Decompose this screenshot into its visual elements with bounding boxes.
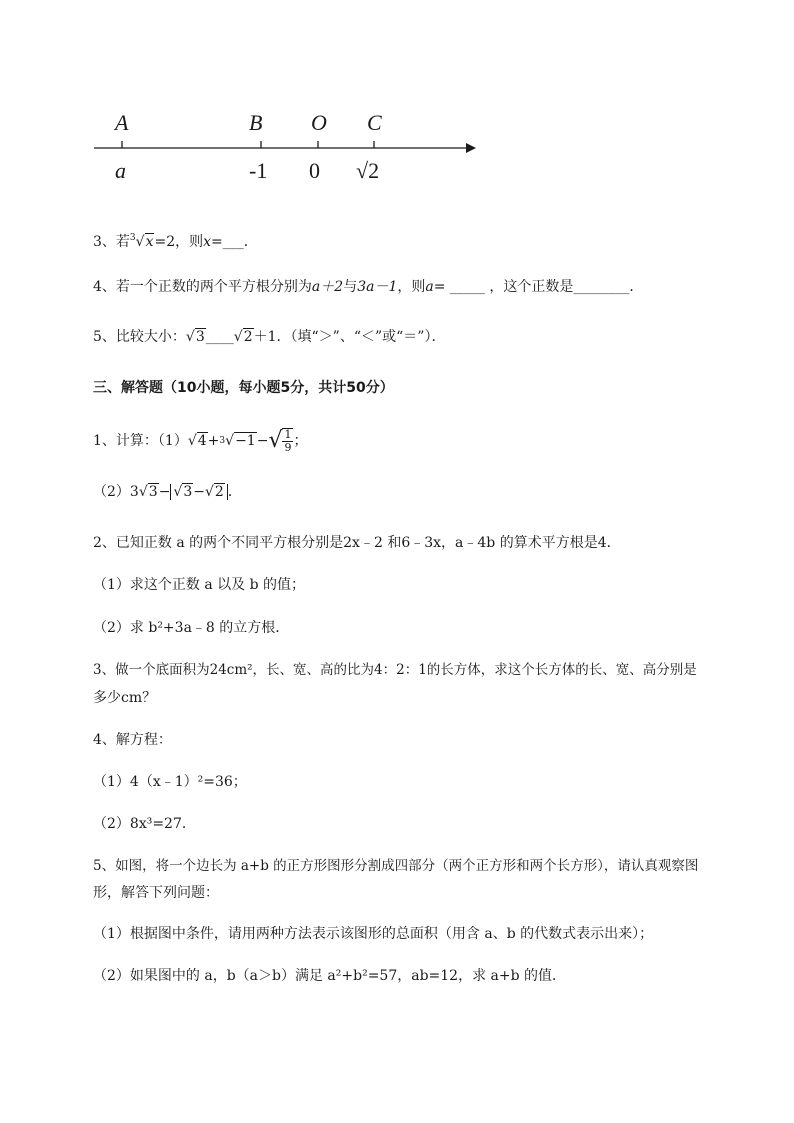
point-value-b: -1 bbox=[249, 158, 268, 183]
point-label-a: A bbox=[115, 110, 129, 135]
problem-5-line-1: 5、如图，将一个边长为 a+b 的正方形图形分割成四部分（两个正方形和两个长方形），请认真观察图 bbox=[93, 858, 699, 874]
cube-root: √x bbox=[135, 234, 154, 250]
section-heading: 三、解答题（10小题，每小题5分，共计50分） bbox=[93, 380, 394, 396]
sqrt-3-abs: √3 bbox=[173, 484, 193, 500]
radical-sign-icon: √ bbox=[268, 428, 283, 453]
problem-4: 4、解方程： bbox=[93, 732, 172, 748]
problem-5-sub-1: （1）根据图中条件，请用两种方法表示该图形的总面积（用含 a、b 的代数式表示出来）； bbox=[93, 926, 654, 942]
point-label-c: C bbox=[367, 110, 382, 135]
problem-1-part-1: 1、计算：（1） √4 + 3 √−1 − √ $\frac{1}{9}$ ； bbox=[93, 428, 308, 454]
problem-4-sub-1: （1）4（x﹣1）²=36； bbox=[93, 774, 247, 790]
question-4: 4、若一个正数的两个平方根分别为a＋2与3a－1，则a= _____ ，这个正数是________． bbox=[93, 279, 644, 295]
question-5: 5、比较大小：√3____√2＋1．（填“＞”、“＜”或“＝”）． bbox=[93, 329, 446, 345]
problem-2: 2、已知正数 a 的两个不同平方根分别是2x﹣2 和6﹣3x，a﹣4b 的算术平方根是4． bbox=[93, 535, 621, 551]
number-line-arrow-icon bbox=[466, 143, 476, 153]
sqrt-2: √2 bbox=[233, 329, 253, 345]
problem-5-sub-2: （2）如果图中的 a，b（a＞b）满足 a²+b²=57，ab=12，求 a+b 的值． bbox=[93, 968, 567, 984]
problem-1-part-2: （2）3√3− √3−√2 ． bbox=[93, 484, 242, 500]
point-value-a: a bbox=[115, 158, 126, 183]
problem-5-line-2: 形，解答下列问题： bbox=[93, 885, 219, 901]
point-label-b: B bbox=[249, 110, 263, 135]
problem-2-sub-2: （2）求 b²+3a﹣8 的立方根． bbox=[93, 620, 290, 636]
point-value-c: √2 bbox=[356, 158, 380, 183]
sqrt-3: √3 bbox=[185, 329, 205, 345]
point-label-o: O bbox=[311, 110, 327, 135]
problem-4-sub-2: （2）8x³=27． bbox=[93, 816, 196, 832]
question-3: 3、若$^3$√x=2，则x=___． bbox=[93, 233, 258, 250]
fraction-one-ninth: $\frac{1}{9}$ bbox=[284, 428, 292, 454]
problem-3-line-2: 多少cm？ bbox=[93, 690, 157, 706]
absolute-value: √3−√2 bbox=[170, 484, 227, 500]
sqrt-3: √3 bbox=[138, 484, 158, 500]
sqrt-2-abs: √2 bbox=[205, 484, 224, 500]
cube-root-neg-1: √−1 bbox=[225, 433, 256, 449]
problem-3-line-1: 3、做一个底面积为24cm²，长、宽、高的比为4：2：1的长方体，求这个长方体的长、宽、高分别是 bbox=[93, 662, 697, 678]
problem-2-sub-1: （1）求这个正数 a 以及 b 的值； bbox=[93, 577, 306, 593]
sqrt-4: √4 bbox=[187, 433, 207, 449]
point-value-o: 0 bbox=[309, 158, 320, 183]
